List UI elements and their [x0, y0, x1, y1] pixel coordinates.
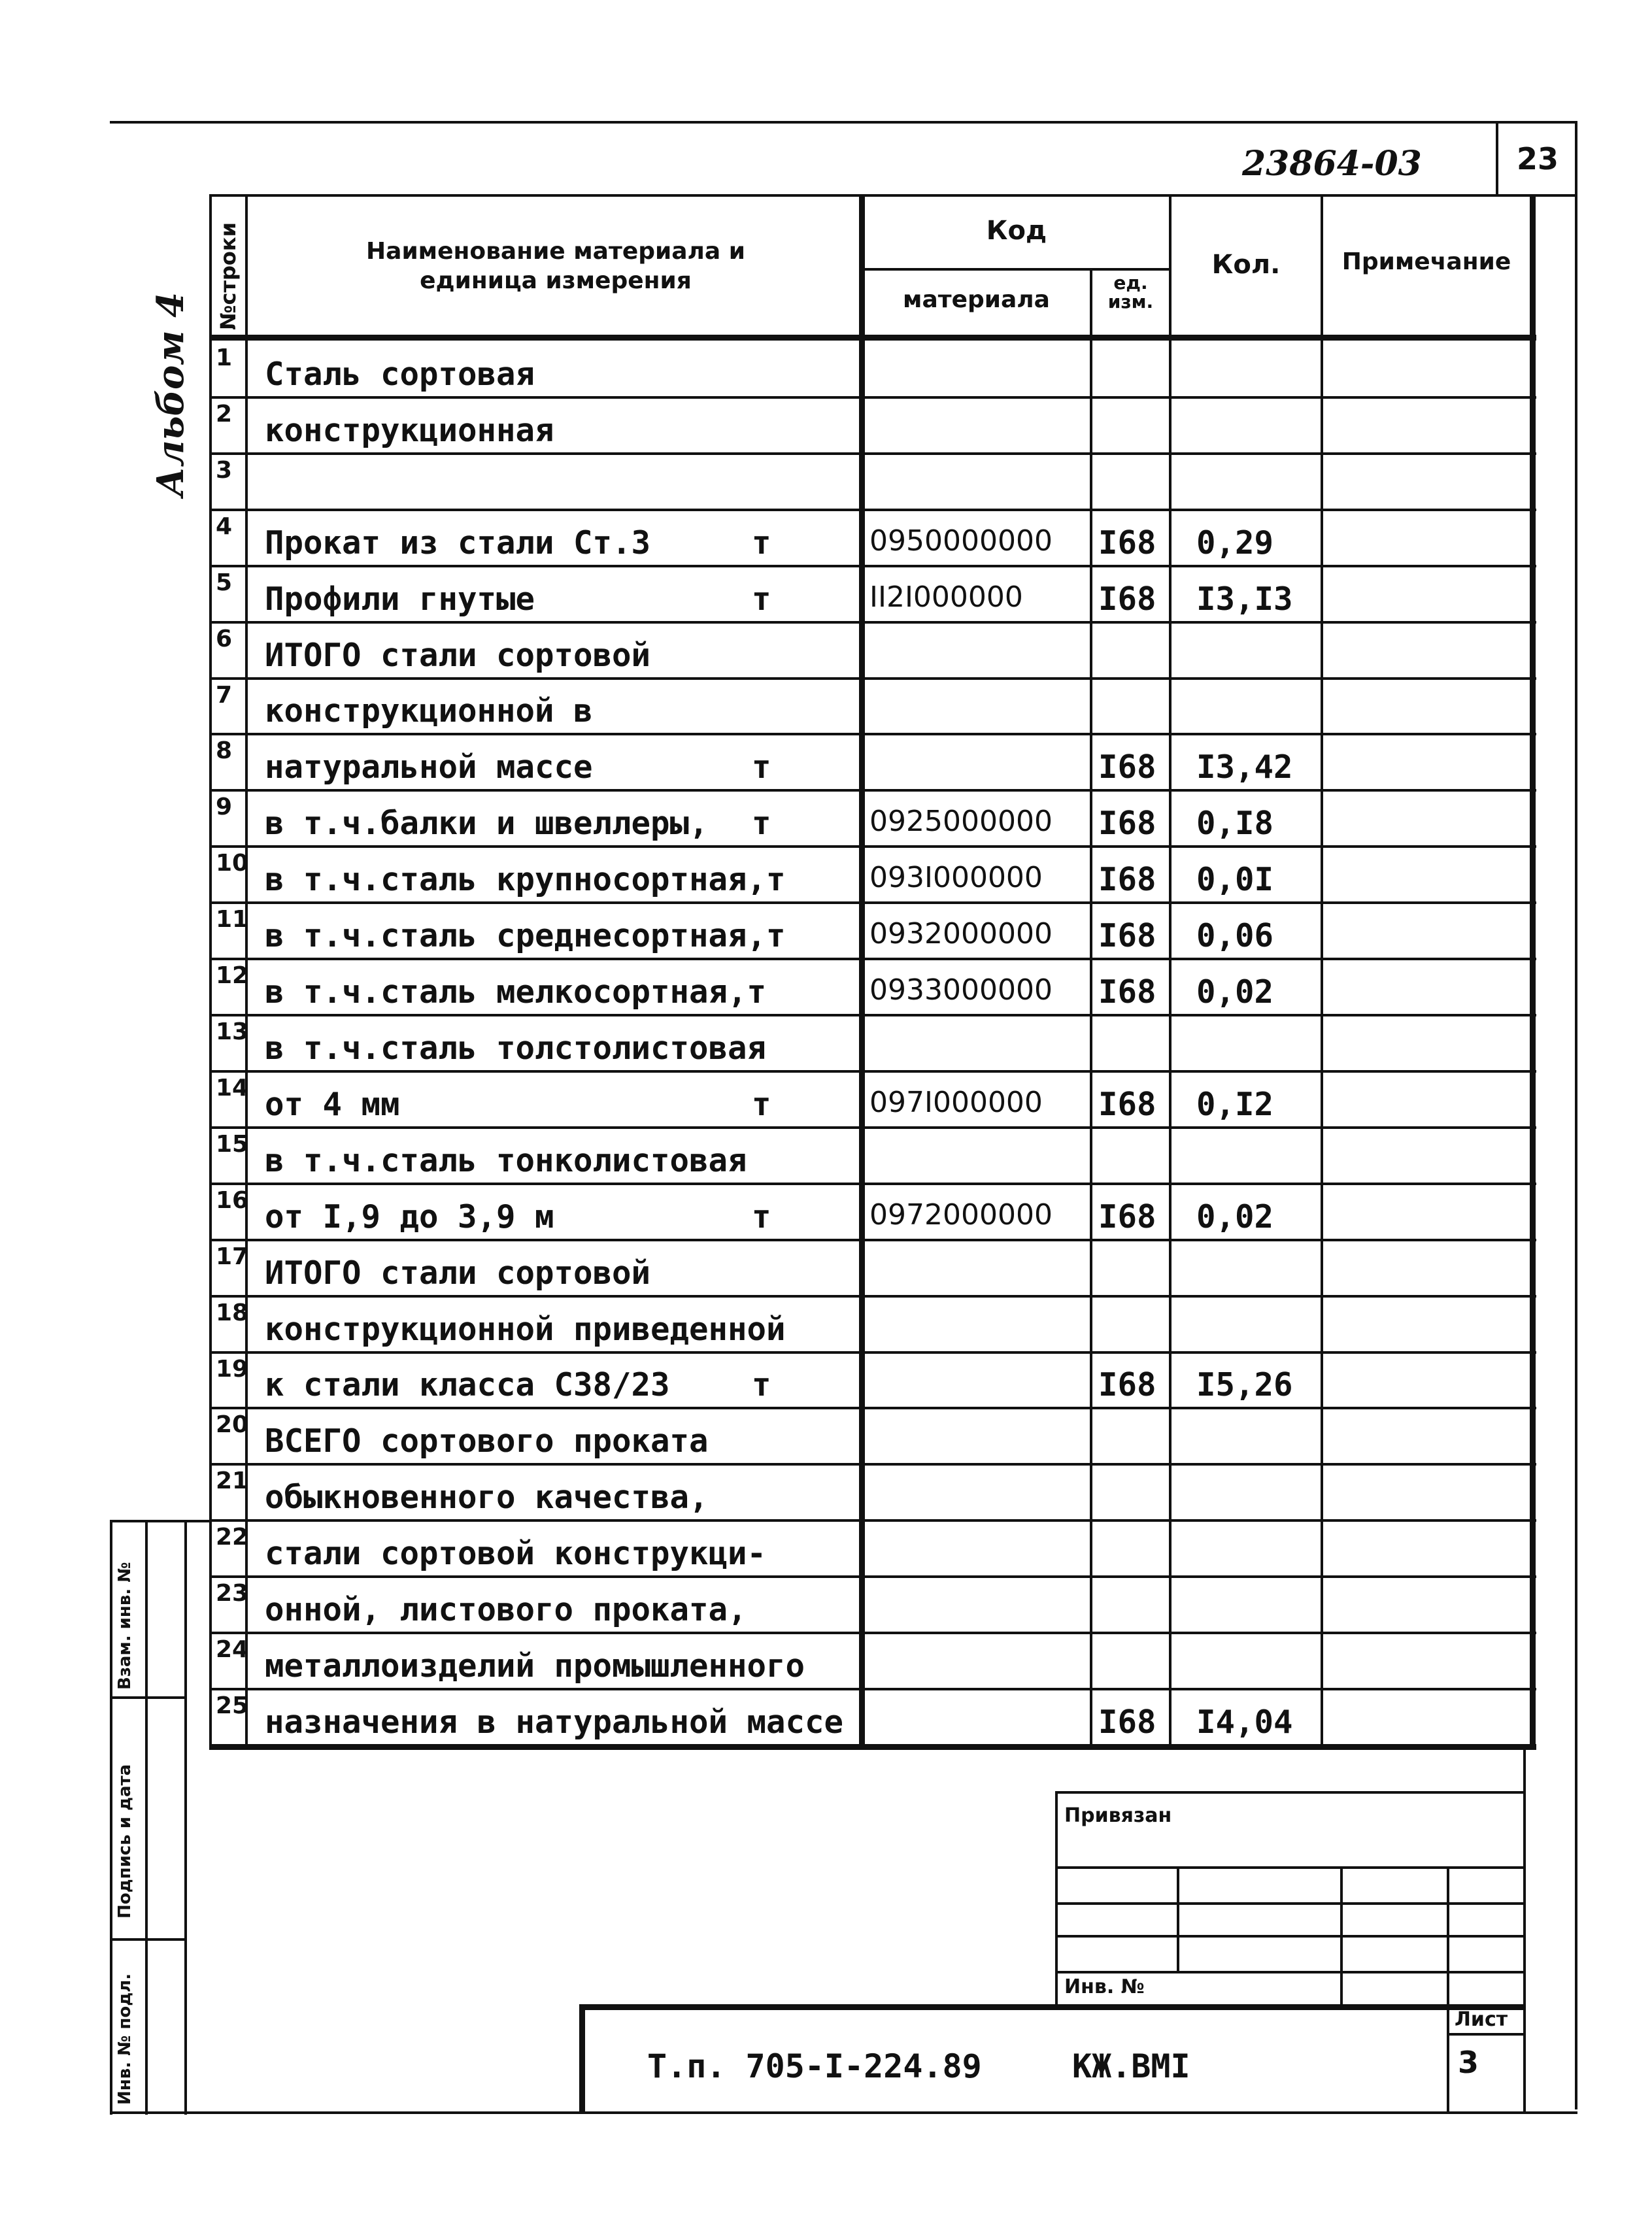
row-unit: т: [752, 580, 771, 618]
row-uom: I68: [1098, 861, 1156, 899]
row-divider: [209, 452, 1536, 455]
row-uom: I68: [1098, 748, 1156, 786]
row-name: ВСЕГО сортового проката: [265, 1422, 709, 1460]
row-number: 3: [216, 456, 233, 484]
margin-left-outer: [110, 1520, 112, 2115]
row-divider: [209, 1463, 1536, 1466]
row-name: в т.ч.сталь тонколистовая: [265, 1141, 747, 1179]
stamp-grid-v3: [1447, 1866, 1449, 2007]
row-code: 093I000000: [869, 861, 1043, 895]
row-divider: [209, 845, 1536, 848]
row-divider: [209, 1632, 1536, 1634]
row-divider: [209, 1295, 1536, 1298]
row-code: 097I000000: [869, 1085, 1043, 1119]
row-qty: I4,04: [1196, 1704, 1293, 1741]
stamp-grid-1: [1055, 1866, 1526, 1869]
row-number: 20: [216, 1411, 249, 1439]
col-line-qty: [1321, 194, 1323, 1750]
stamp-list-value: 3: [1458, 2045, 1479, 2080]
row-uom: I68: [1098, 580, 1156, 618]
row-name: конструкционная: [265, 411, 554, 449]
row-number: 14: [216, 1074, 249, 1101]
row-name: натуральной массе: [265, 748, 593, 786]
row-code: 0932000000: [869, 917, 1053, 951]
row-name: конструкционной в: [265, 692, 593, 730]
stamp-privyazan-left: [1055, 1791, 1058, 2007]
row-number: 4: [216, 512, 233, 540]
top-rule: [110, 121, 1577, 124]
row-number: 7: [216, 681, 233, 709]
row-name: ИТОГО стали сортовой: [265, 636, 651, 674]
stamp-grid-4: [1055, 1971, 1526, 1973]
row-name: Сталь сортовая: [265, 355, 535, 393]
row-name: в т.ч.сталь мелкосортная,т: [265, 973, 767, 1011]
row-number: 17: [216, 1243, 249, 1270]
row-unit: т: [752, 805, 771, 843]
row-qty: 0,I2: [1196, 1085, 1274, 1123]
row-divider: [209, 1239, 1536, 1241]
row-name: в т.ч.сталь толстолистовая: [265, 1029, 767, 1067]
frame-right: [1575, 194, 1577, 2109]
col-line-unit: [1169, 194, 1172, 1750]
row-unit: т: [752, 1198, 771, 1235]
row-number: 24: [216, 1636, 249, 1664]
row-number: 8: [216, 737, 233, 765]
row-name: ИТОГО стали сортовой: [265, 1254, 651, 1292]
row-unit: т: [752, 748, 771, 786]
stamp-list-label: Лист: [1455, 2008, 1508, 2031]
row-name: от 4 мм: [265, 1085, 400, 1123]
stamp-grid-3: [1055, 1935, 1526, 1938]
row-code: 0950000000: [869, 524, 1053, 558]
header-top: [209, 194, 1536, 197]
row-divider: [209, 396, 1536, 399]
stamp-mark: КЖ.ВМI: [1072, 2047, 1190, 2085]
header-code-material: материала: [903, 286, 1050, 313]
title-block-list-sep: [1447, 2033, 1526, 2036]
row-number: 13: [216, 1018, 249, 1046]
margin-top: [110, 1520, 209, 1522]
row-uom: I68: [1098, 1085, 1156, 1123]
row-divider: [209, 1126, 1536, 1129]
row-number: 16: [216, 1186, 249, 1214]
row-name: стали сортовой конструкци-: [265, 1535, 767, 1573]
page-number-box-right: [1575, 121, 1577, 194]
row-qty: 0,29: [1196, 524, 1274, 562]
row-qty: 0,0I: [1196, 861, 1274, 899]
row-number: 25: [216, 1692, 249, 1720]
row-qty: I3,I3: [1196, 580, 1293, 618]
row-number: 2: [216, 400, 233, 428]
header-name: Наименование материала и единица измерения: [366, 238, 745, 294]
row-divider: [209, 1575, 1536, 1578]
row-qty: I3,42: [1196, 748, 1293, 786]
row-divider: [209, 1407, 1536, 1409]
row-uom: I68: [1098, 1366, 1156, 1404]
row-name: в т.ч.сталь среднесортная,т: [265, 917, 786, 955]
margin-left-inner: [145, 1520, 148, 2115]
row-number: 23: [216, 1580, 249, 1607]
row-name: металлоизделий промышленного: [265, 1647, 805, 1685]
table-bottom: [209, 1744, 1536, 1750]
stamp-privyazan-top: [1055, 1791, 1526, 1794]
row-divider: [209, 565, 1536, 567]
row-uom: I68: [1098, 917, 1156, 955]
row-code: II2I000000: [869, 580, 1023, 614]
row-divider: [209, 1070, 1536, 1073]
stamp-privyazan-label: Привязан: [1064, 1804, 1172, 1827]
row-uom: I68: [1098, 1198, 1156, 1235]
row-divider: [209, 677, 1536, 680]
row-number: 21: [216, 1468, 249, 1495]
row-qty: 0,06: [1196, 917, 1274, 955]
stamp-grid-2: [1055, 1902, 1526, 1905]
row-number: 18: [216, 1299, 249, 1326]
stamp-designation: Т.п. 705-I-224.89: [647, 2047, 982, 2085]
row-number: 11: [216, 906, 249, 933]
row-divider: [209, 901, 1536, 904]
album-label: Альбом 4: [149, 292, 192, 497]
row-divider: [209, 1688, 1536, 1690]
row-name: обыкновенного качества,: [265, 1479, 709, 1517]
row-number: 12: [216, 962, 249, 990]
row-divider: [209, 789, 1536, 792]
row-number: 19: [216, 1355, 249, 1383]
side-label-inv-podl: Инв. № подл.: [115, 1973, 135, 2105]
header-code: Код: [986, 216, 1047, 246]
row-name: конструкционной приведенной: [265, 1310, 786, 1348]
row-number: 9: [216, 794, 233, 821]
row-number: 5: [216, 569, 233, 596]
row-divider: [209, 958, 1536, 960]
side-label-podpis-data: Подпись и дата: [115, 1764, 135, 1919]
row-name: Профили гнутые: [265, 580, 535, 618]
row-qty: I5,26: [1196, 1366, 1293, 1404]
row-number: 1: [216, 344, 233, 371]
row-unit: т: [752, 1085, 771, 1123]
row-divider: [209, 1014, 1536, 1016]
row-code: 0925000000: [869, 805, 1053, 839]
row-code: 0933000000: [869, 973, 1053, 1007]
stamp-right: [1523, 1744, 1526, 2111]
row-uom: I68: [1098, 524, 1156, 562]
row-divider: [209, 1519, 1536, 1522]
header-note: Примечание: [1341, 248, 1511, 275]
row-name: назначения в натуральной массе: [265, 1704, 844, 1741]
title-block-top: [582, 2004, 1526, 2010]
row-name: онной, листового проката,: [265, 1591, 747, 1629]
header-qty: Кол.: [1211, 250, 1281, 280]
row-qty: 0,02: [1196, 1198, 1274, 1235]
title-block-left: [579, 2004, 585, 2111]
row-divider: [209, 1183, 1536, 1185]
page-number-box-left: [1496, 121, 1498, 194]
margin-sep-2: [110, 1938, 184, 1941]
row-code: 0972000000: [869, 1198, 1053, 1232]
row-uom: I68: [1098, 1704, 1156, 1741]
row-qty: 0,02: [1196, 973, 1274, 1011]
header-code-unit: ед. изм.: [1107, 272, 1154, 313]
row-name: в т.ч.балки и швеллеры,: [265, 805, 709, 843]
row-unit: т: [752, 1366, 771, 1404]
col-line-left: [209, 194, 212, 1750]
row-name: Прокат из стали Ст.3: [265, 524, 651, 562]
row-divider: [209, 509, 1536, 511]
margin-left-frame: [184, 1520, 187, 2115]
header-bottom: [209, 335, 1536, 341]
row-name: от I,9 до 3,9 м: [265, 1198, 554, 1235]
row-uom: I68: [1098, 805, 1156, 843]
row-number: 10: [216, 850, 249, 877]
row-divider: [209, 733, 1536, 735]
row-number: 15: [216, 1130, 249, 1158]
row-uom: I68: [1098, 973, 1156, 1011]
page-number: 23: [1517, 141, 1559, 176]
row-qty: 0,I8: [1196, 805, 1274, 843]
side-label-vzam-inv: Взам. инв. №: [115, 1562, 135, 1690]
col-line-note: [1530, 194, 1536, 1750]
row-name: в т.ч.сталь крупносортная,т: [265, 861, 786, 899]
header-sub-line: [863, 268, 1170, 271]
doc-code-handwritten: 23864-03: [1242, 144, 1422, 184]
row-number: 6: [216, 625, 233, 652]
margin-sep-1: [110, 1696, 184, 1699]
stamp-inv-no-label: Инв. №: [1064, 1975, 1145, 1998]
row-divider: [209, 621, 1536, 624]
row-unit: т: [752, 524, 771, 562]
stamp-grid-v2: [1340, 1866, 1343, 2007]
stamp-grid-v1: [1177, 1866, 1179, 1971]
title-block-list-left: [1447, 2004, 1449, 2111]
col-line-code: [1090, 268, 1092, 1750]
col-line-name: [859, 194, 865, 1750]
header-row-no: №строки: [216, 222, 241, 330]
row-number: 22: [216, 1524, 249, 1551]
margin-bottom: [110, 2111, 1577, 2114]
row-name: к стали класса С38/23: [265, 1366, 670, 1404]
row-divider: [209, 1351, 1536, 1354]
